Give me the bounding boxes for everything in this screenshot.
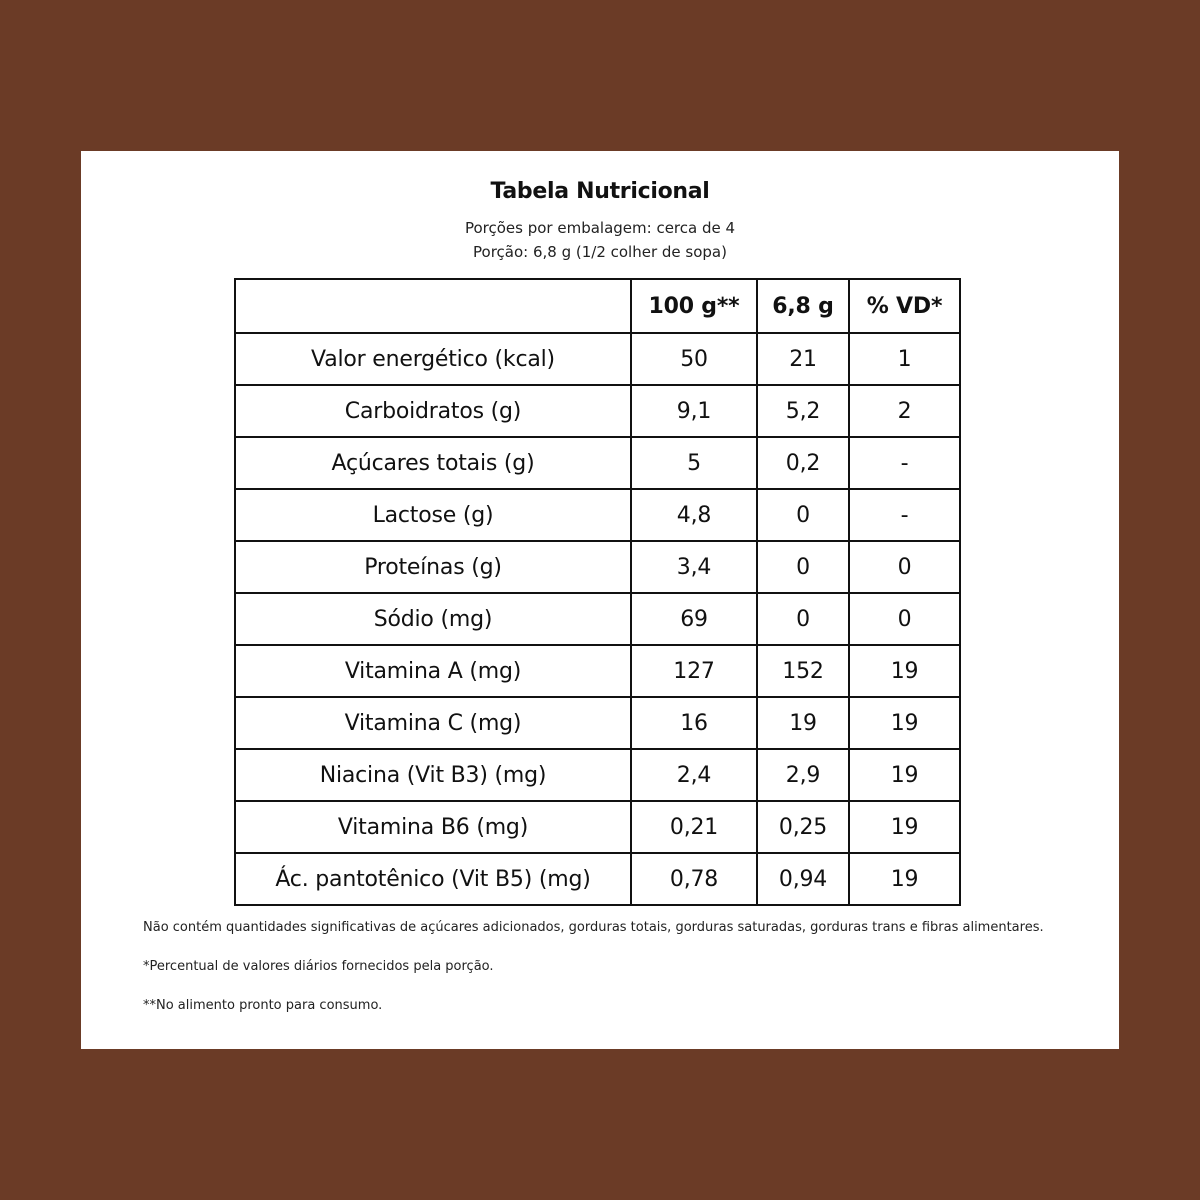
nutrient-name: Vitamina B6 (mg): [235, 801, 631, 853]
value-per-serving: 0,94: [757, 853, 849, 905]
value-daily-percent: 19: [849, 801, 960, 853]
nutrient-name: Valor energético (kcal): [235, 333, 631, 385]
footnote-no-significant: Não contém quantidades significativas de açúcares adicionados, gorduras totais, gorduras saturadas, gorduras trans e fibras alimentares.: [143, 920, 1044, 935]
nutrient-name: Sódio (mg): [235, 593, 631, 645]
value-daily-percent: 0: [849, 593, 960, 645]
value-per-100g: 50: [631, 333, 757, 385]
value-per-100g: 5: [631, 437, 757, 489]
value-per-serving: 0: [757, 541, 849, 593]
value-per-serving: 19: [757, 697, 849, 749]
table-row: [235, 645, 960, 697]
value-daily-percent: 19: [849, 645, 960, 697]
nutrient-name: Vitamina A (mg): [235, 645, 631, 697]
value-daily-percent: 19: [849, 749, 960, 801]
table-row: [235, 437, 960, 489]
table-row: [235, 385, 960, 437]
value-per-serving: 152: [757, 645, 849, 697]
value-daily-percent: 19: [849, 853, 960, 905]
value-daily-percent: -: [849, 437, 960, 489]
value-daily-percent: 2: [849, 385, 960, 437]
value-per-100g: 4,8: [631, 489, 757, 541]
value-per-100g: 0,21: [631, 801, 757, 853]
table-row: [235, 853, 960, 905]
nutrient-name: Carboidratos (g): [235, 385, 631, 437]
value-per-serving: 5,2: [757, 385, 849, 437]
value-per-100g: 127: [631, 645, 757, 697]
table-row: [235, 697, 960, 749]
nutrition-label-panel: [81, 151, 1119, 1049]
nutrient-name: Açúcares totais (g): [235, 437, 631, 489]
value-per-serving: 0: [757, 489, 849, 541]
value-per-100g: 0,78: [631, 853, 757, 905]
value-per-serving: 0,2: [757, 437, 849, 489]
nutrient-name: Lactose (g): [235, 489, 631, 541]
nutrition-table: [234, 278, 961, 906]
table-row: [235, 541, 960, 593]
value-per-serving: 2,9: [757, 749, 849, 801]
value-per-100g: 2,4: [631, 749, 757, 801]
table-row: [235, 489, 960, 541]
table-row: [235, 801, 960, 853]
table-header-row: [235, 279, 960, 333]
value-daily-percent: 19: [849, 697, 960, 749]
footnote-ready-to-eat: **No alimento pronto para consumo.: [143, 998, 383, 1013]
value-per-100g: 16: [631, 697, 757, 749]
value-per-serving: 21: [757, 333, 849, 385]
nutrient-name: Vitamina C (mg): [235, 697, 631, 749]
serving-size: Porção: 6,8 g (1/2 colher de sopa): [473, 243, 727, 261]
value-daily-percent: -: [849, 489, 960, 541]
nutrient-name: Ác. pantotênico (Vit B5) (mg): [235, 853, 631, 905]
value-per-serving: 0: [757, 593, 849, 645]
header-per-serving: 6,8 g: [757, 279, 849, 333]
nutrient-name: Niacina (Vit B3) (mg): [235, 749, 631, 801]
header-per-100g: 100 g**: [631, 279, 757, 333]
value-per-100g: 69: [631, 593, 757, 645]
value-per-serving: 0,25: [757, 801, 849, 853]
table-row: [235, 749, 960, 801]
value-per-100g: 3,4: [631, 541, 757, 593]
label-title: Tabela Nutricional: [490, 179, 710, 204]
value-daily-percent: 0: [849, 541, 960, 593]
value-per-100g: 9,1: [631, 385, 757, 437]
servings-per-package: Porções por embalagem: cerca de 4: [464, 219, 736, 237]
header-daily-value: % VD*: [849, 279, 960, 333]
footnote-daily-values: *Percentual de valores diários fornecidos pela porção.: [143, 959, 494, 974]
table-row: [235, 333, 960, 385]
table-row: [235, 593, 960, 645]
header-nutrient: [235, 279, 631, 333]
value-daily-percent: 1: [849, 333, 960, 385]
nutrient-name: Proteínas (g): [235, 541, 631, 593]
